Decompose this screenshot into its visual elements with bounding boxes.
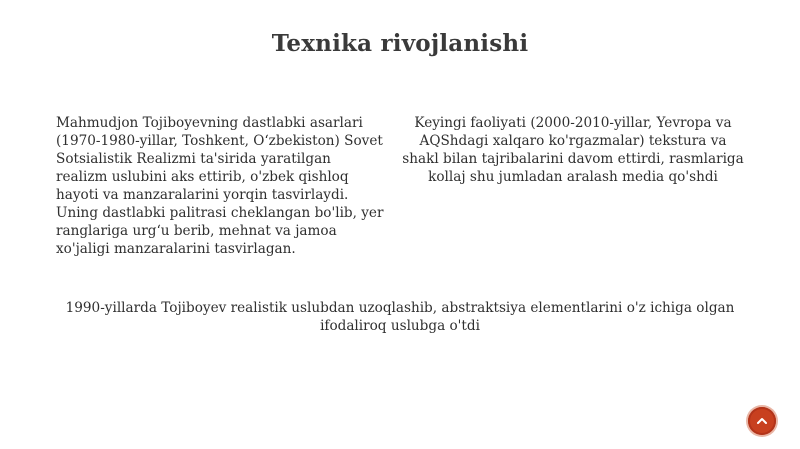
right-text-block: Keyingi faoliyati (2000-2010-yillar, Yevropa va AQShdagi xalqaro ko'rgazmalar) tekstura va shakl bilan tajribalarini davom ettirdi, rasmlariga kollaj shu jumladan aralash media qo'shdi <box>402 115 744 185</box>
next-slide-button[interactable] <box>748 407 776 435</box>
left-text-block: Mahmudjon Tojiboyevning dastlabki asarlari (1970-1980-yillar, Toshkent, O‘zbekiston) Sovet Sotsialistik Realizmi ta'sirida yaratilgan realizm uslubini aks ettirib, o'zbek qishloq hayoti va manzaralarini yorqin tasvirlaydi. Uning dastlabki palitrasi cheklangan bo'lib, yer ranglariga urg‘u berib, mehnat va jamoa xo'jaligi manzaralarini tasvirlagan. <box>56 115 384 257</box>
slide-title: Texnika rivojlanishi <box>271 30 529 57</box>
bottom-text-block: 1990-yillarda Tojiboyev realistik uslubdan uzoqlashib, abstraktsiya elementlarini o'z ichiga olgan ifodaliroq uslubga o'tdi <box>65 300 735 334</box>
chevron-up-icon <box>755 414 769 428</box>
